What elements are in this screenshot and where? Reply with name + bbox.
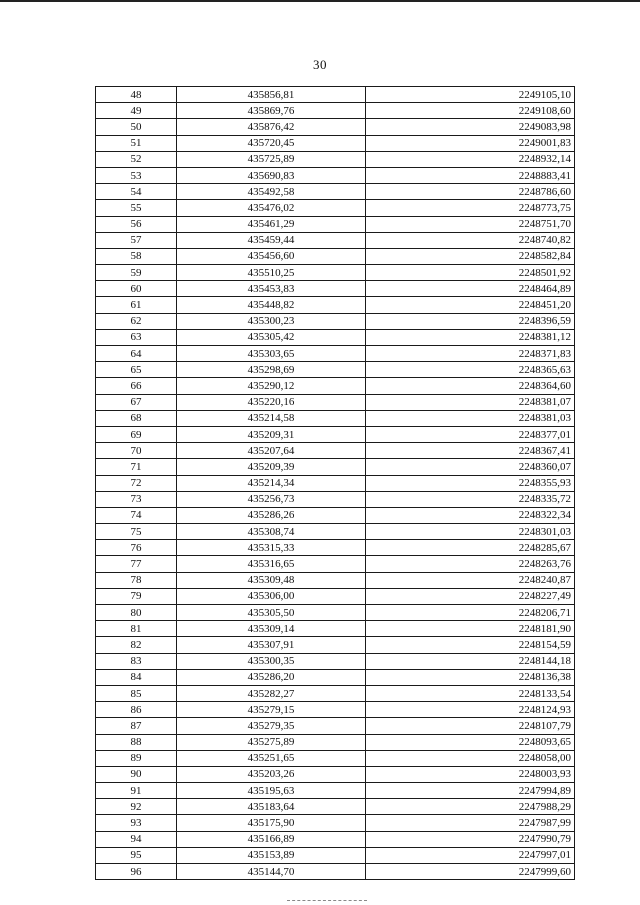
y-coordinate-cell: 2247997,01: [366, 847, 575, 863]
table-row: [96, 281, 575, 297]
y-coordinate-cell: 2248751,70: [366, 216, 575, 232]
y-coordinate-cell: 2248093,65: [366, 734, 575, 750]
table-row: [96, 750, 575, 766]
y-coordinate-cell: 2248240,87: [366, 572, 575, 588]
y-coordinate-cell: 2248381,07: [366, 394, 575, 410]
table-row: [96, 734, 575, 750]
x-coordinate-cell: 435309,14: [177, 621, 366, 637]
page-number: 30: [313, 57, 327, 72]
y-coordinate-cell: 2248381,12: [366, 329, 575, 345]
x-coordinate-cell: 435286,20: [177, 669, 366, 685]
point-number-cell: 51: [96, 135, 177, 151]
y-coordinate-cell: 2248154,59: [366, 637, 575, 653]
point-number-cell: 94: [96, 831, 177, 847]
y-coordinate-cell: 2248206,71: [366, 605, 575, 621]
table-row: [96, 119, 575, 135]
x-coordinate-cell: 435144,70: [177, 864, 366, 880]
point-number-cell: 70: [96, 443, 177, 459]
table-row: [96, 524, 575, 540]
point-number-cell: 57: [96, 232, 177, 248]
point-number-cell: 60: [96, 281, 177, 297]
x-coordinate-cell: 435305,50: [177, 605, 366, 621]
point-number-cell: 89: [96, 750, 177, 766]
point-number-cell: 59: [96, 265, 177, 281]
y-coordinate-cell: 2247990,79: [366, 831, 575, 847]
table-row: [96, 151, 575, 167]
y-coordinate-cell: 2247988,29: [366, 799, 575, 815]
point-number-cell: 95: [96, 847, 177, 863]
table-row: [96, 572, 575, 588]
y-coordinate-cell: 2248136,38: [366, 669, 575, 685]
x-coordinate-cell: 435448,82: [177, 297, 366, 313]
table-row: [96, 621, 575, 637]
table-row: [96, 346, 575, 362]
table-row: [96, 540, 575, 556]
table-row: [96, 475, 575, 491]
x-coordinate-cell: 435251,65: [177, 750, 366, 766]
table-row: [96, 410, 575, 426]
y-coordinate-cell: 2248381,03: [366, 410, 575, 426]
table-row: [96, 87, 575, 103]
y-coordinate-cell: 2248365,63: [366, 362, 575, 378]
table-row: [96, 588, 575, 604]
point-number-cell: 87: [96, 718, 177, 734]
y-coordinate-cell: 2248124,93: [366, 702, 575, 718]
table-row: [96, 443, 575, 459]
table-row: [96, 653, 575, 669]
x-coordinate-cell: 435298,69: [177, 362, 366, 378]
table-row: [96, 831, 575, 847]
x-coordinate-cell: 435510,25: [177, 265, 366, 281]
point-number-cell: 69: [96, 426, 177, 442]
table-row: [96, 507, 575, 523]
table-row: [96, 556, 575, 572]
y-coordinate-cell: 2249108,60: [366, 103, 575, 119]
x-coordinate-cell: 435476,02: [177, 200, 366, 216]
table-row: [96, 248, 575, 264]
table-row: [96, 669, 575, 685]
x-coordinate-cell: 435214,58: [177, 410, 366, 426]
x-coordinate-cell: 435207,64: [177, 443, 366, 459]
x-coordinate-cell: 435690,83: [177, 167, 366, 183]
table-row: [96, 394, 575, 410]
table-row: [96, 313, 575, 329]
y-coordinate-cell: 2248773,75: [366, 200, 575, 216]
point-number-cell: 53: [96, 167, 177, 183]
x-coordinate-cell: 435316,65: [177, 556, 366, 572]
y-coordinate-cell: 2248003,93: [366, 766, 575, 782]
y-coordinate-cell: 2248786,60: [366, 184, 575, 200]
point-number-cell: 88: [96, 734, 177, 750]
point-number-cell: 78: [96, 572, 177, 588]
x-coordinate-cell: 435453,83: [177, 281, 366, 297]
x-coordinate-cell: 435300,23: [177, 313, 366, 329]
table-row: [96, 702, 575, 718]
y-coordinate-cell: 2248377,01: [366, 426, 575, 442]
y-coordinate-cell: 2248371,83: [366, 346, 575, 362]
x-coordinate-cell: 435308,74: [177, 524, 366, 540]
y-coordinate-cell: 2248285,67: [366, 540, 575, 556]
point-number-cell: 63: [96, 329, 177, 345]
point-number-cell: 93: [96, 815, 177, 831]
y-coordinate-cell: 2247999,60: [366, 864, 575, 880]
point-number-cell: 67: [96, 394, 177, 410]
x-coordinate-cell: 435275,89: [177, 734, 366, 750]
table-row: [96, 459, 575, 475]
x-coordinate-cell: 435286,26: [177, 507, 366, 523]
table-row: [96, 766, 575, 782]
table-row: [96, 200, 575, 216]
table-row: [96, 216, 575, 232]
x-coordinate-cell: 435183,64: [177, 799, 366, 815]
x-coordinate-cell: 435856,81: [177, 87, 366, 103]
y-coordinate-cell: 2248322,34: [366, 507, 575, 523]
point-number-cell: 50: [96, 119, 177, 135]
table-row: [96, 297, 575, 313]
x-coordinate-cell: 435220,16: [177, 394, 366, 410]
y-coordinate-cell: 2249001,83: [366, 135, 575, 151]
x-coordinate-cell: 435309,48: [177, 572, 366, 588]
point-number-cell: 55: [96, 200, 177, 216]
x-coordinate-cell: 435876,42: [177, 119, 366, 135]
x-coordinate-cell: 435459,44: [177, 232, 366, 248]
point-number-cell: 73: [96, 491, 177, 507]
page-top-edge: [0, 0, 640, 2]
point-number-cell: 82: [96, 637, 177, 653]
x-coordinate-cell: 435256,73: [177, 491, 366, 507]
y-coordinate-cell: 2248932,14: [366, 151, 575, 167]
point-number-cell: 58: [96, 248, 177, 264]
y-coordinate-cell: 2248181,90: [366, 621, 575, 637]
y-coordinate-cell: 2248058,00: [366, 750, 575, 766]
x-coordinate-cell: 435279,35: [177, 718, 366, 734]
table-row: [96, 362, 575, 378]
point-number-cell: 71: [96, 459, 177, 475]
table-row: [96, 167, 575, 183]
y-coordinate-cell: 2248144,18: [366, 653, 575, 669]
y-coordinate-cell: 2248367,41: [366, 443, 575, 459]
x-coordinate-cell: 435290,12: [177, 378, 366, 394]
table-row: [96, 637, 575, 653]
x-coordinate-cell: 435306,00: [177, 588, 366, 604]
table-row: [96, 718, 575, 734]
y-coordinate-cell: 2248740,82: [366, 232, 575, 248]
point-number-cell: 64: [96, 346, 177, 362]
y-coordinate-cell: 2248355,93: [366, 475, 575, 491]
table-row: [96, 685, 575, 701]
y-coordinate-cell: 2247987,99: [366, 815, 575, 831]
y-coordinate-cell: 2248364,60: [366, 378, 575, 394]
coordinates-table-body: [96, 87, 575, 880]
x-coordinate-cell: 435166,89: [177, 831, 366, 847]
point-number-cell: 56: [96, 216, 177, 232]
table-row: [96, 378, 575, 394]
point-number-cell: 92: [96, 799, 177, 815]
y-coordinate-cell: 2249105,10: [366, 87, 575, 103]
point-number-cell: 54: [96, 184, 177, 200]
x-coordinate-cell: 435300,35: [177, 653, 366, 669]
x-coordinate-cell: 435153,89: [177, 847, 366, 863]
point-number-cell: 68: [96, 410, 177, 426]
point-number-cell: 65: [96, 362, 177, 378]
y-coordinate-cell: 2248396,59: [366, 313, 575, 329]
x-coordinate-cell: 435492,58: [177, 184, 366, 200]
x-coordinate-cell: 435209,31: [177, 426, 366, 442]
table-row: [96, 329, 575, 345]
y-coordinate-cell: 2249083,98: [366, 119, 575, 135]
point-number-cell: 84: [96, 669, 177, 685]
point-number-cell: 81: [96, 621, 177, 637]
x-coordinate-cell: 435279,15: [177, 702, 366, 718]
point-number-cell: 62: [96, 313, 177, 329]
table-row: [96, 184, 575, 200]
point-number-cell: 61: [96, 297, 177, 313]
x-coordinate-cell: 435303,65: [177, 346, 366, 362]
page-bottom-mark: [287, 900, 367, 901]
table-row: [96, 426, 575, 442]
y-coordinate-cell: 2247994,89: [366, 783, 575, 799]
x-coordinate-cell: 435214,34: [177, 475, 366, 491]
y-coordinate-cell: 2248227,49: [366, 588, 575, 604]
y-coordinate-cell: 2248301,03: [366, 524, 575, 540]
table-row: [96, 815, 575, 831]
table-row: [96, 783, 575, 799]
y-coordinate-cell: 2248133,54: [366, 685, 575, 701]
x-coordinate-cell: 435175,90: [177, 815, 366, 831]
point-number-cell: 49: [96, 103, 177, 119]
x-coordinate-cell: 435461,29: [177, 216, 366, 232]
y-coordinate-cell: 2248360,07: [366, 459, 575, 475]
point-number-cell: 79: [96, 588, 177, 604]
table-row: [96, 847, 575, 863]
y-coordinate-cell: 2248582,84: [366, 248, 575, 264]
x-coordinate-cell: 435305,42: [177, 329, 366, 345]
coordinates-table: [95, 86, 575, 880]
point-number-cell: 85: [96, 685, 177, 701]
point-number-cell: 75: [96, 524, 177, 540]
point-number-cell: 76: [96, 540, 177, 556]
x-coordinate-cell: 435195,63: [177, 783, 366, 799]
x-coordinate-cell: 435307,91: [177, 637, 366, 653]
point-number-cell: 52: [96, 151, 177, 167]
point-number-cell: 72: [96, 475, 177, 491]
x-coordinate-cell: 435203,26: [177, 766, 366, 782]
point-number-cell: 96: [96, 864, 177, 880]
point-number-cell: 48: [96, 87, 177, 103]
table-row: [96, 605, 575, 621]
y-coordinate-cell: 2248464,89: [366, 281, 575, 297]
point-number-cell: 77: [96, 556, 177, 572]
table-row: [96, 799, 575, 815]
point-number-cell: 80: [96, 605, 177, 621]
table-row: [96, 103, 575, 119]
x-coordinate-cell: 435209,39: [177, 459, 366, 475]
x-coordinate-cell: 435720,45: [177, 135, 366, 151]
table-row: [96, 491, 575, 507]
point-number-cell: 86: [96, 702, 177, 718]
x-coordinate-cell: 435725,89: [177, 151, 366, 167]
y-coordinate-cell: 2248335,72: [366, 491, 575, 507]
x-coordinate-cell: 435456,60: [177, 248, 366, 264]
point-number-cell: 90: [96, 766, 177, 782]
table-row: [96, 265, 575, 281]
table-row: [96, 864, 575, 880]
y-coordinate-cell: 2248501,92: [366, 265, 575, 281]
y-coordinate-cell: 2248263,76: [366, 556, 575, 572]
y-coordinate-cell: 2248107,79: [366, 718, 575, 734]
x-coordinate-cell: 435315,33: [177, 540, 366, 556]
table-row: [96, 232, 575, 248]
table-row: [96, 135, 575, 151]
point-number-cell: 83: [96, 653, 177, 669]
x-coordinate-cell: 435869,76: [177, 103, 366, 119]
y-coordinate-cell: 2248451,20: [366, 297, 575, 313]
point-number-cell: 91: [96, 783, 177, 799]
y-coordinate-cell: 2248883,41: [366, 167, 575, 183]
x-coordinate-cell: 435282,27: [177, 685, 366, 701]
point-number-cell: 74: [96, 507, 177, 523]
point-number-cell: 66: [96, 378, 177, 394]
